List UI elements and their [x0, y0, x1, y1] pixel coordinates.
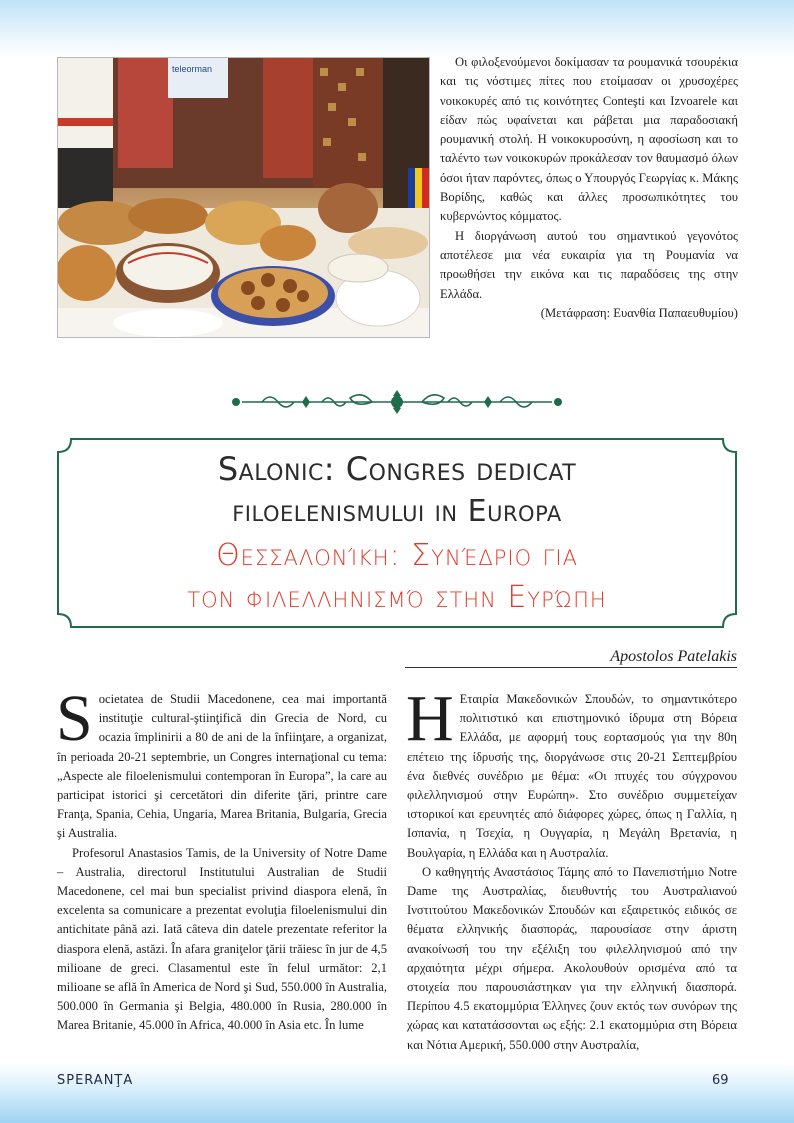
romanian-column — [56, 682, 387, 1036]
exhibition-photo — [57, 57, 430, 338]
romanian-paragraph-2: Profesorul Anastasios Tamis, de la University of Notre Dame – Australia, directorul Institutului Australian de Studii Macedonene, cel mai bun specialist privind diaspora elenă, în excelenta sa comunicare a prezentat evoluţia filoelenismului din antichitate până azi. Iată câteva din datele prezentate referitor la diaspora elenă, astăzi. În afara graniţelor ţării trăiesc în jur de 4,5 milioane de greci. Clasamentul este în felul următor: 2,1 milioane se află în America de Nord şi Sud, 550.000 în Australia, 500.000 în Germania şi Belgia, 480.000 în Rusia, 280.000 în Marea Britanie, 45.000 în Africa, 40.000 în Asia etc. În lume — [57, 845, 387, 1033]
romanian-paragraph-1: Societatea de Studii Macedonene, cea mai importantă instituţie cultural-ştiinţifică din Grecia de Nord, cu ocazia împlinirii a 80 de ani de la înfiinţare, a organizat, în perioada 20-21 septembrie, un Congres internaţional cu tema: „Aspecte ale filoelenismului contemporan în Europa”, la care au participat istorici şi cercetători din diferite ţări, printre care Franţa, Spania, Cehia, Ungaria, Marea Britania, Bulgaria, Grecia şi Australia. — [56, 682, 387, 841]
intro-paragraph-2: Η διοργάνωση αυτού του σημαντικού γεγονότος αποτέλεσε μια νέα ευκαιρία για τη Ρουμανία να προωθήσει την εικόνα και τις παραδόσεις της στην Ελλάδα. — [440, 228, 738, 301]
greek-paragraph-1: Η Εταιρία Μακεδονικών Σπουδών, το σημαντικότερο πολιτιστικό και επιστημονικό ίδρυμα στη Βόρεια Ελλάδα, με αφορμή τους εορτασμούς για την 80η επέτειο της ίδρυσής της, διοργάνωσε στις 20-21 Σεπτεμβρίου ένα διεθνές συνέδριο με θέμα: «Οι πτυχές του σύγχρονου φιλελληνισμού στην Ευρώπη». Στο συνέδριο συμμετείχαν ιστορικοί και ερευνητές από διάφορες χώρες, όπως η Γαλλία, η Ισπανία, η Τσεχία, η Ουγγαρία, η Μεγάλη Βρετανία, η Βουλγαρία, η Ελλάδα και η Αυστραλία. — [406, 682, 737, 860]
title-romanian-line-1: Salonic: Congres dedicat — [217, 450, 577, 488]
title-greek-line-2: τον φιλελληνισμό στην Ευρώπη — [187, 580, 607, 615]
greek-column — [406, 682, 737, 1055]
top-blue-band — [0, 0, 794, 58]
dropcap-greek: Η — [406, 682, 454, 755]
article-title-box — [57, 438, 737, 628]
dropcap-romanian: S — [56, 682, 93, 755]
ornamental-divider — [222, 388, 572, 416]
page-number: 69 — [712, 1073, 729, 1088]
banner-text: teleorman — [172, 64, 213, 74]
magazine-name: SPERANŢA — [57, 1073, 134, 1088]
photo-illustration — [58, 58, 429, 337]
author-rule — [405, 667, 737, 668]
intro-text — [440, 53, 738, 323]
greek-paragraph-2: Ο καθηγητής Αναστάσιος Τάμης από το Πανεπιστήμιο Notre Dame της Αυστραλίας, διευθυντής του Αυστραλιανού Ινστιτούτου Μακεδονικών Σπουδών και εξαιρετικός ειδικός σε θέματα ελληνικής διασποράς, παρουσίασε στην άριστη ανακοίνωσή του την εξέλιξη του φιλελληνισμού από την αρχαιότητα μέχρι σήμερα. Ακολουθούν ορισμένα από τα στοιχεία που παρουσιάστηκαν για την ελληνική διασπορά. Περίπου 4.5 εκατομμύρια Έλληνες ζουν εκτός των συνόρων της χώρας και κατατάσσονται ως εξής: 2.1 εκατομμύρια στη Βόρεια και Νότια Αμερική, 550.000 στην Αυστραλία, — [407, 864, 737, 1052]
title-romanian-line-2: filoelenismului in Europa — [232, 494, 562, 529]
translator-credit: (Μετάφραση: Ευανθία Παπαευθυμίου) — [540, 305, 738, 320]
title-greek-line-1: Θεσσαλονίκη: Συνέδριο για — [216, 538, 578, 573]
intro-paragraph-1: Οι φιλοξενούμενοι δοκίμασαν τα ρουμανικά τσουρέκια και τις νόστιμες πίτες που ετοίμασαν οι χρυσοχέρες νοικοκυρές από τις κοινότητες Conteşti και Izvoarele και είδαν πώς υφαίνεται και ράβεται μια παραδοσιακή ρουμανική στολή. Η νοικοκυροσύνη, η αφοσίωση και το ταλέντο των νοικοκυρών προκάλεσαν τον θαυμασμό όλων όσοι ήταν παρόντες, όπως ο Υπουργός Γεωργίας κ. Μάκης Βορίδης, καθώς και άλλες προσωπικότητες του κυβερνώντος κόμματος. — [440, 55, 738, 224]
author-name: Apostolos Patelakis — [610, 648, 737, 665]
bottom-blue-band — [0, 1063, 794, 1123]
